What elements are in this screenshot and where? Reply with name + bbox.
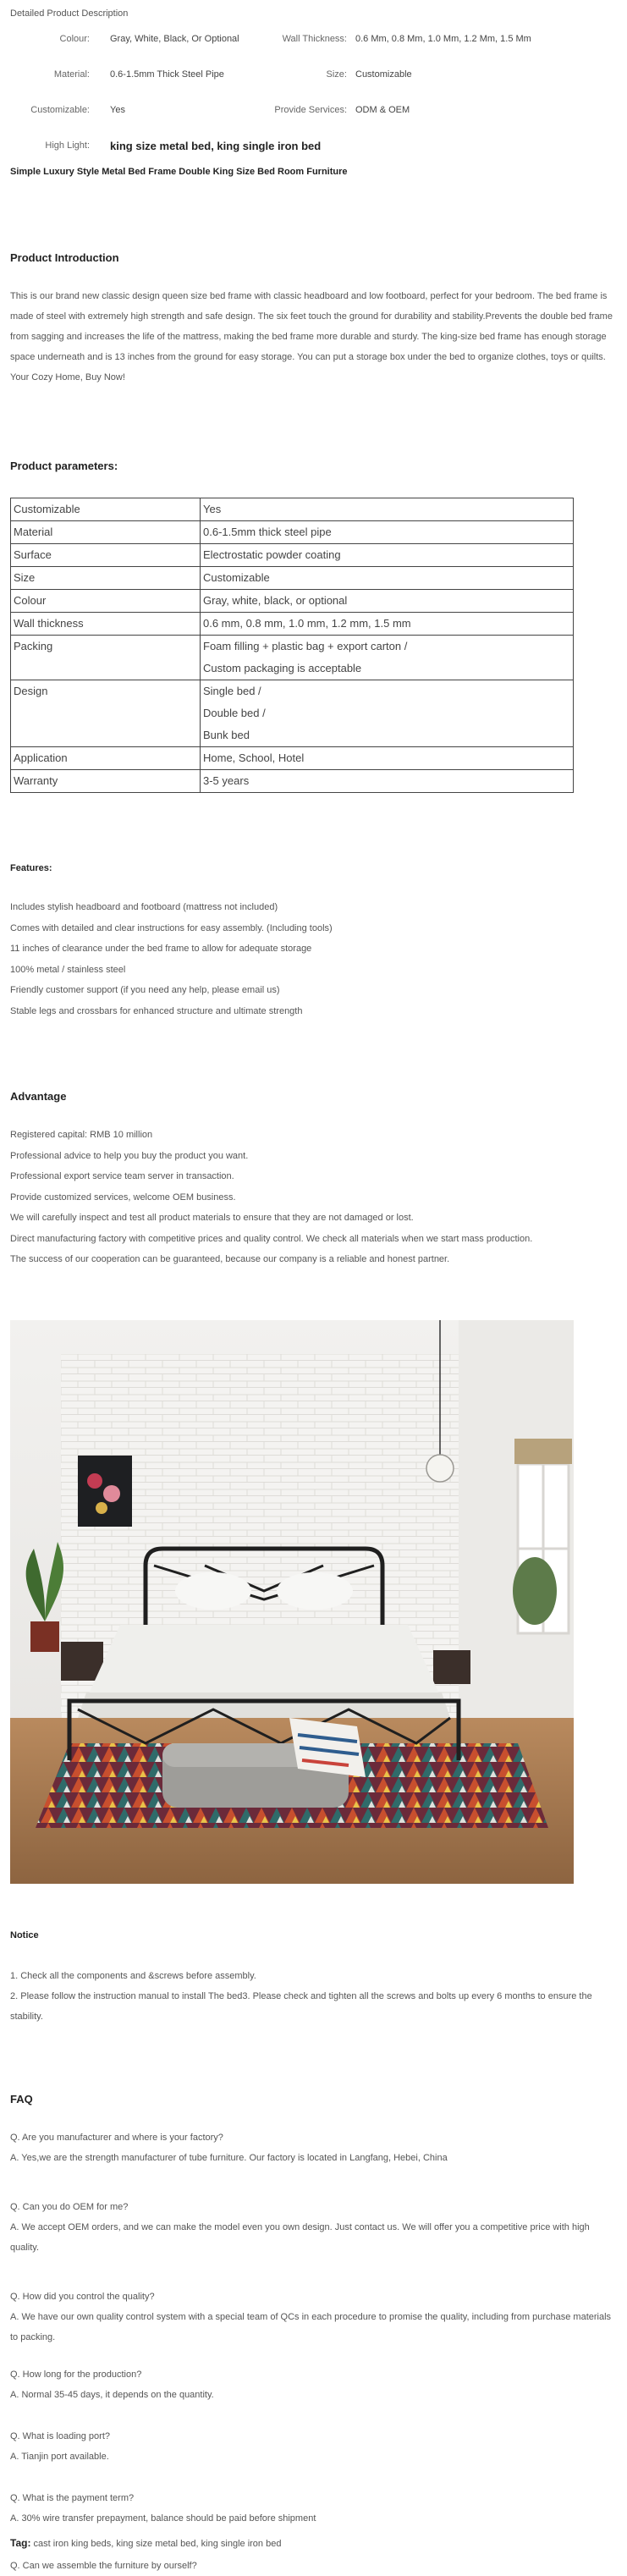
param-row [11, 544, 574, 567]
param-row [11, 590, 574, 613]
faq-question: Q. How did you control the quality? [10, 2292, 155, 2302]
param-value-line: 0.6-1.5mm thick steel pipe [203, 526, 332, 538]
param-key: Wall thickness [11, 613, 201, 636]
faq-question: Q. Can we assemble the furniture by ourself? [10, 2561, 197, 2571]
param-row [11, 613, 574, 636]
faq-answer: A. We have our own quality control system with a special team of QCs in each procedure to promise the quality, including from purchase materials to packing. [10, 2312, 612, 2342]
notice-item-1: 1. Check all the components and &screws before assembly. [10, 1971, 256, 1981]
faq-question: Q. What is loading port? [10, 2431, 111, 2441]
highlight-label: High Light: [45, 140, 90, 151]
param-value [201, 747, 574, 770]
params-table-body [11, 498, 574, 793]
param-key: Size [11, 567, 201, 590]
feature-item: 100% metal / stainless steel [10, 964, 126, 975]
spec-label-customizable: Customizable: [30, 105, 90, 115]
param-key: Customizable [11, 498, 201, 521]
advantage-item: We will carefully inspect and test all product materials to ensure that they are not damaged or lost. [10, 1213, 414, 1223]
faq-question: Q. Are you manufacturer and where is your factory? [10, 2133, 223, 2143]
param-key: Surface [11, 544, 201, 567]
param-value-line: 0.6 mm, 0.8 mm, 1.0 mm, 1.2 mm, 1.5 mm [203, 617, 411, 630]
features-heading: Features: [10, 863, 52, 873]
param-value-line: Home, School, Hotel [203, 751, 305, 764]
tag-link[interactable]: king single iron bed [201, 2539, 282, 2549]
param-value [201, 544, 574, 567]
notice-item-2: 2. Please follow the instruction manual to install The bed3. Please check and tighten all the screws and bolts up every 6 months to ensure the stability. [10, 1991, 592, 2022]
advantage-item: The success of our cooperation can be guaranteed, because our company is a reliable and honest partner. [10, 1254, 450, 1264]
spec-row [10, 34, 619, 69]
param-key: Packing [11, 636, 201, 680]
advantage-heading: Advantage [10, 1090, 67, 1103]
spec-row [10, 69, 619, 105]
param-value [201, 498, 574, 521]
param-value [201, 636, 574, 680]
feature-item: Stable legs and crossbars for enhanced structure and ultimate strength [10, 1005, 303, 1016]
param-value [201, 613, 574, 636]
product-photo [10, 1320, 574, 1884]
param-value [201, 521, 574, 544]
spec-table [10, 34, 619, 176]
spec-value-customizable: Yes [110, 105, 125, 115]
feature-item: Friendly customer support (if you need any help, please email us) [10, 985, 280, 995]
spec-label-wall-thickness: Wall Thickness: [282, 34, 347, 44]
param-value [201, 590, 574, 613]
param-row [11, 521, 574, 544]
param-key: Warranty [11, 770, 201, 793]
faq-heading: FAQ [10, 2093, 33, 2105]
param-value-line: 3-5 years [203, 774, 250, 787]
advantage-item: Direct manufacturing factory with competitive prices and quality control. We check all materials when we start mass production. [10, 1233, 533, 1244]
spec-row [10, 105, 619, 140]
param-key: Colour [11, 590, 201, 613]
feature-item: Includes stylish headboard and footboard (mattress not included) [10, 902, 278, 912]
intro-heading: Product Introduction [10, 251, 119, 264]
faq-answer: A. Yes,we are the strength manufacturer of tube furniture. Our factory is located in Langfang, Hebei, China [10, 2153, 448, 2163]
param-value-line: Double bed / [203, 707, 266, 719]
param-value-line: Single bed / [203, 685, 261, 697]
param-value [201, 680, 574, 747]
param-row [11, 498, 574, 521]
bedroom-photo-illustration [10, 1320, 574, 1884]
feature-item: 11 inches of clearance under the bed frame to allow for adequate storage [10, 944, 312, 954]
product-subtitle: Simple Luxury Style Metal Bed Frame Double King Size Bed Room Furniture [10, 167, 348, 177]
param-row [11, 636, 574, 680]
faq-question: Q. What is the payment term? [10, 2493, 135, 2503]
param-key: Material [11, 521, 201, 544]
notice-heading: Notice [10, 1930, 39, 1940]
feature-item: Comes with detailed and clear instructions for easy assembly. (Including tools) [10, 922, 333, 933]
param-value-line: Yes [203, 503, 222, 515]
param-row [11, 770, 574, 793]
spec-value-services: ODM & OEM [355, 105, 410, 115]
param-value-line: Bunk bed [203, 729, 250, 741]
param-value [201, 770, 574, 793]
spec-value-colour: Gray, White, Black, Or Optional [110, 34, 239, 44]
param-value-line: Electrostatic powder coating [203, 548, 341, 561]
advantage-item: Provide customized services, welcome OEM business. [10, 1192, 236, 1203]
spec-label-services: Provide Services: [274, 105, 347, 115]
faq-answer: A. 30% wire transfer prepayment, balance should be paid before shipment [10, 2513, 316, 2524]
faq-question: Q. Can you do OEM for me? [10, 2202, 129, 2212]
advantage-list [10, 1125, 619, 1270]
advantage-item: Professional export service team server in transaction. [10, 1171, 234, 1181]
param-value-line: Foam filling + plastic bag + export carton / [203, 640, 408, 652]
spec-label-material: Material: [53, 69, 90, 80]
detail-title: Detailed Product Description [10, 8, 129, 19]
advantage-item: Professional advice to help you buy the product you want. [10, 1150, 249, 1161]
param-key: Application [11, 747, 201, 770]
faq-question: Q. How long for the production? [10, 2370, 142, 2380]
param-value-line: Gray, white, black, or optional [203, 594, 348, 607]
param-value-line: Custom packaging is acceptable [203, 662, 362, 674]
param-value [201, 567, 574, 590]
faq-answer: A. We accept OEM orders, and we can make the model even you own design. Just contact us. We will offer you a competitive price with high quality. [10, 2222, 590, 2253]
params-table [10, 498, 574, 793]
tag-link[interactable]: king size metal bed [116, 2539, 196, 2549]
faq-answer: A. Normal 35-45 days, it depends on the quantity. [10, 2390, 214, 2400]
spec-value-wall-thickness: 0.6 Mm, 0.8 Mm, 1.0 Mm, 1.2 Mm, 1.5 Mm [355, 34, 531, 44]
highlight-value: king size metal bed, king single iron bed [110, 140, 322, 152]
param-value-line: Customizable [203, 571, 270, 584]
tag-link[interactable]: cast iron king beds [33, 2539, 112, 2549]
param-row [11, 567, 574, 590]
params-heading: Product parameters: [10, 460, 118, 472]
spec-label-colour: Colour: [59, 34, 90, 44]
spec-value-size: Customizable [355, 69, 412, 80]
tag-label: Tag: [10, 2537, 31, 2549]
features-list [10, 897, 619, 1021]
param-key: Design [11, 680, 201, 747]
param-row [11, 747, 574, 770]
intro-text: This is our brand new classic design queen size bed frame with classic headboard and low footboard, perfect for your bedroom. The bed frame is made of steel with extremely high strength and safe design. The six feet touch the ground for durability and stability.Prevents the double bed frame from sagging and increases the life of the mattress, making the bed frame more durable and sturdy. The king-size bed frame has enough storage space underneath and is 13 inches from the ground for easy storage. You can put a storage box under the bed to organize clothes, toys or quilts. Your Cozy Home, Buy Now! [10, 291, 613, 383]
tag-line: Tag: cast iron king beds, king size metal bed, king single iron bed [10, 2537, 302, 2549]
param-row [11, 680, 574, 747]
spec-label-size: Size: [326, 69, 347, 80]
faq-answer: A. Tianjin port available. [10, 2452, 109, 2462]
spec-value-material: 0.6-1.5mm Thick Steel Pipe [110, 69, 224, 80]
advantage-item: Registered capital: RMB 10 million [10, 1130, 153, 1140]
